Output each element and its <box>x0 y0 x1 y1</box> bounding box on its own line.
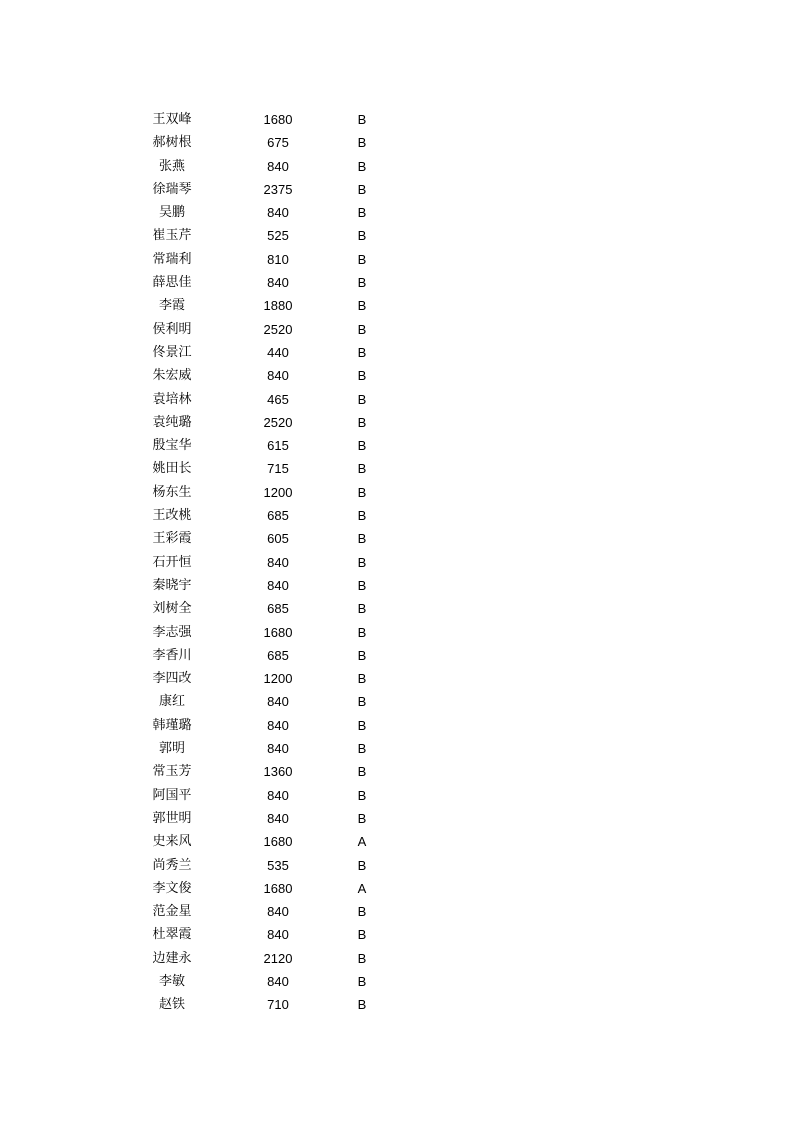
grade-cell: A <box>357 880 367 896</box>
table-row <box>0 318 793 341</box>
grade-cell: B <box>357 531 367 547</box>
amount-cell: 840 <box>267 694 289 710</box>
grade-cell: B <box>357 321 367 337</box>
table-row <box>0 760 793 783</box>
amount-cell: 840 <box>267 158 289 174</box>
grade-cell: B <box>357 601 367 617</box>
amount-cell: 840 <box>267 554 289 570</box>
name-cell: 李敏 <box>158 973 185 989</box>
amount-cell: 685 <box>267 601 289 617</box>
table-row <box>0 993 793 1016</box>
grade-cell: B <box>357 764 367 780</box>
grade-cell: B <box>357 181 367 197</box>
amount-cell: 1680 <box>263 834 293 850</box>
name-cell: 赵铁 <box>158 997 185 1013</box>
grade-cell: B <box>357 298 367 314</box>
name-cell: 李四改 <box>152 671 192 687</box>
name-cell: 张燕 <box>158 158 185 174</box>
grade-cell: B <box>357 438 367 454</box>
grade-cell: B <box>357 927 367 943</box>
amount-cell: 1680 <box>263 624 293 640</box>
name-cell: 袁培林 <box>152 391 192 407</box>
grade-cell: B <box>357 950 367 966</box>
name-cell: 阿国平 <box>152 787 192 803</box>
amount-cell: 465 <box>267 391 289 407</box>
grade-cell: B <box>357 857 367 873</box>
name-cell: 边建永 <box>152 950 192 966</box>
table-row <box>0 527 793 550</box>
table-row <box>0 341 793 364</box>
grade-cell: B <box>357 158 367 174</box>
grade-cell: B <box>357 671 367 687</box>
amount-cell: 2375 <box>263 181 293 197</box>
table-row <box>0 970 793 993</box>
amount-cell: 840 <box>267 205 289 221</box>
amount-cell: 1200 <box>263 671 293 687</box>
name-cell: 佟景江 <box>152 344 192 360</box>
table-row <box>0 644 793 667</box>
grade-cell: B <box>357 205 367 221</box>
grade-cell: B <box>357 810 367 826</box>
table-row <box>0 271 793 294</box>
amount-cell: 840 <box>267 904 289 920</box>
name-cell: 姚田长 <box>152 461 192 477</box>
grade-cell: B <box>357 414 367 430</box>
amount-cell: 840 <box>267 275 289 291</box>
name-cell: 崔玉芹 <box>152 228 192 244</box>
amount-cell: 840 <box>267 810 289 826</box>
grade-cell: B <box>357 554 367 570</box>
grade-cell: B <box>357 344 367 360</box>
amount-cell: 1680 <box>263 880 293 896</box>
table-row <box>0 737 793 760</box>
name-cell: 范金星 <box>152 904 192 920</box>
table-row <box>0 551 793 574</box>
amount-cell: 840 <box>267 577 289 593</box>
name-cell: 王改桃 <box>152 508 192 524</box>
name-cell: 尚秀兰 <box>152 857 192 873</box>
name-cell: 薛思佳 <box>152 275 192 291</box>
grade-cell: B <box>357 461 367 477</box>
table-row <box>0 690 793 713</box>
grade-cell: A <box>357 834 367 850</box>
grade-cell: B <box>357 275 367 291</box>
grade-cell: B <box>357 973 367 989</box>
grade-cell: B <box>357 368 367 384</box>
amount-cell: 535 <box>267 857 289 873</box>
amount-cell: 840 <box>267 973 289 989</box>
amount-cell: 1680 <box>263 112 293 127</box>
table-row <box>0 830 793 853</box>
amount-cell: 715 <box>267 461 289 477</box>
name-cell: 袁纯璐 <box>152 414 192 430</box>
name-cell: 郝树根 <box>152 135 192 151</box>
table-row <box>0 574 793 597</box>
table-row <box>0 877 793 900</box>
table-row <box>0 621 793 644</box>
grade-cell: B <box>357 112 367 127</box>
grade-cell: B <box>357 717 367 733</box>
amount-cell: 1200 <box>263 484 293 500</box>
amount-cell: 675 <box>267 135 289 151</box>
name-cell: 韩瑾璐 <box>152 717 192 733</box>
table-row <box>0 364 793 387</box>
name-cell: 秦晓宇 <box>152 577 192 593</box>
table-row <box>0 388 793 411</box>
table-row <box>0 248 793 271</box>
grade-cell: B <box>357 577 367 593</box>
amount-cell: 840 <box>267 717 289 733</box>
name-cell: 侯利明 <box>152 321 192 337</box>
amount-cell: 440 <box>267 344 289 360</box>
table-row <box>0 504 793 527</box>
grade-cell: B <box>357 135 367 151</box>
table-row <box>0 108 793 131</box>
amount-cell: 710 <box>267 997 289 1013</box>
name-cell: 李霞 <box>158 298 185 314</box>
grade-cell: B <box>357 997 367 1013</box>
grade-cell: B <box>357 508 367 524</box>
grade-cell: B <box>357 391 367 407</box>
name-cell: 郭明 <box>158 741 185 757</box>
table-row <box>0 155 793 178</box>
name-cell: 史来风 <box>152 834 192 850</box>
grade-cell: B <box>357 694 367 710</box>
table-row <box>0 411 793 434</box>
table-row <box>0 481 793 504</box>
table-row <box>0 178 793 201</box>
grade-cell: B <box>357 251 367 267</box>
data-table <box>0 108 793 1017</box>
name-cell: 吴鹏 <box>158 205 185 221</box>
amount-cell: 1880 <box>263 298 293 314</box>
amount-cell: 840 <box>267 927 289 943</box>
table-row <box>0 434 793 457</box>
name-cell: 常瑞利 <box>152 251 192 267</box>
table-row <box>0 947 793 970</box>
amount-cell: 2520 <box>263 321 293 337</box>
amount-cell: 685 <box>267 508 289 524</box>
grade-cell: B <box>357 228 367 244</box>
name-cell: 杨东生 <box>152 484 192 500</box>
table-row <box>0 224 793 247</box>
amount-cell: 605 <box>267 531 289 547</box>
table-row <box>0 714 793 737</box>
name-cell: 王双峰 <box>152 112 192 127</box>
table-row <box>0 597 793 620</box>
amount-cell: 810 <box>267 251 289 267</box>
name-cell: 石开恒 <box>152 554 192 570</box>
name-cell: 徐瑞琴 <box>152 181 192 197</box>
name-cell: 李香川 <box>152 647 192 663</box>
name-cell: 康红 <box>158 694 185 710</box>
name-cell: 殷宝华 <box>152 438 192 454</box>
amount-cell: 840 <box>267 368 289 384</box>
amount-cell: 2120 <box>263 950 293 966</box>
name-cell: 李文俊 <box>152 880 192 896</box>
grade-cell: B <box>357 787 367 803</box>
grade-cell: B <box>357 484 367 500</box>
amount-cell: 1360 <box>263 764 293 780</box>
table-row <box>0 201 793 224</box>
name-cell: 常玉芳 <box>152 764 192 780</box>
table-row <box>0 784 793 807</box>
amount-cell: 685 <box>267 647 289 663</box>
name-cell: 刘树全 <box>152 601 192 617</box>
amount-cell: 840 <box>267 741 289 757</box>
grade-cell: B <box>357 647 367 663</box>
table-row <box>0 457 793 480</box>
name-cell: 郭世明 <box>152 810 192 826</box>
name-cell: 杜翠霞 <box>152 927 192 943</box>
table-row <box>0 294 793 317</box>
amount-cell: 615 <box>267 438 289 454</box>
table-row <box>0 923 793 946</box>
grade-cell: B <box>357 741 367 757</box>
name-cell: 王彩霞 <box>152 531 192 547</box>
table-row <box>0 667 793 690</box>
grade-cell: B <box>357 624 367 640</box>
amount-cell: 2520 <box>263 414 293 430</box>
table-row <box>0 900 793 923</box>
table-row <box>0 807 793 830</box>
name-cell: 李志强 <box>152 624 192 640</box>
table-row <box>0 854 793 877</box>
amount-cell: 525 <box>267 228 289 244</box>
amount-cell: 840 <box>267 787 289 803</box>
name-cell: 朱宏威 <box>152 368 192 384</box>
table-row <box>0 131 793 154</box>
grade-cell: B <box>357 904 367 920</box>
